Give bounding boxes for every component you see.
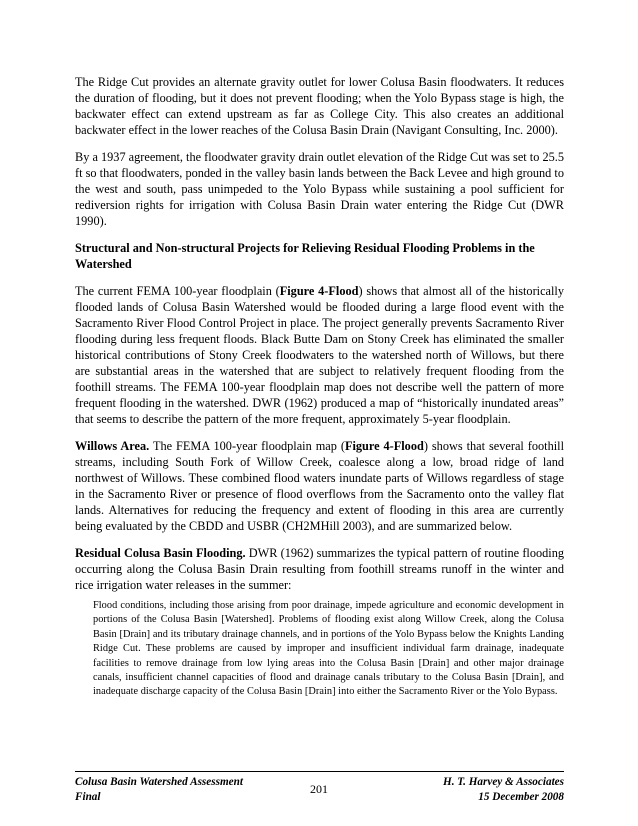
footer-right	[443, 775, 564, 805]
page-number: 201	[310, 782, 328, 796]
paragraph-ridge-cut: The Ridge Cut provides an alternate gravity outlet for lower Colusa Basin floodwaters. It reduces the duration of flooding, but it does not prevent flooding; when the Yolo Bypass stage is high, the backwater effect can extend upstream as far as College City. This also creates an additional backwater effect in the lower reaches of the Colusa Basin Drain (Navigant Consulting, Inc. 2000).	[75, 75, 564, 137]
section-heading: Structural and Non-structural Projects for Relieving Residual Flooding Problems in the Watershed	[75, 241, 535, 271]
body-text	[75, 74, 564, 700]
willows-text-start: The FEMA 100-year floodplain map (	[149, 439, 345, 453]
paragraph-residual-flooding	[75, 545, 564, 593]
footer-author: H. T. Harvey & Associates	[443, 776, 564, 788]
willows-area-heading: Willows Area.	[75, 439, 150, 453]
willows-text-rest: ) shows that several foothill streams, including South Fork of Willow Creek, coalesce along a low, broad ridge of land northwest of Willows. These combined flood waters inundate parts of Willows regardless of stage in the Sacramento River or presence of flood overflows from the Sacramento onto the valley flat lands. Alternatives for reducing the frequency and extent of flooding in this area are currently being evaluated by the CBDD and USBR (CH2MHill 2003), and are summarized below.	[75, 439, 565, 533]
residual-flooding-heading: Residual Colusa Basin Flooding.	[75, 546, 246, 560]
paragraph-fema-floodplain	[75, 283, 564, 427]
paragraph-willows-area	[75, 438, 564, 534]
figure-reference: Figure 4-Flood	[279, 284, 359, 298]
footer-divider	[75, 771, 564, 772]
footer-date: 15 December 2008	[478, 791, 564, 803]
residual-flooding-text: DWR (1962) summarizes the typical pattern of routine flooding occurring along the Colusa Basin Drain resulting from foothill streams runoff in the winter and rice irrigation water releases in the summer:	[75, 546, 564, 592]
figure-reference: Figure 4-Flood	[344, 439, 424, 453]
footer-document-title: Colusa Basin Watershed Assessment	[75, 776, 243, 788]
fema-text-start: The current FEMA 100-year floodplain (	[75, 284, 280, 298]
block-quote: Flood conditions, including those arising from poor drainage, impede agriculture and economic development in portions of the Colusa Basin [Watershed]. Problems of flooding exist along Willow Creek, along the Colusa Basin [Drain] and its tributary drainage channels, and in portions of the Yolo Bypass below the Knights Landing Ridge Cut. These problems are caused by improper and insufficient individual farm drainage, inadequate facilities to remove drainage from low lying areas into the Colusa Basin [Drain] and other major drainage canals, insufficient channel capacities of flood and drainage canals tributary to the Colusa Basin [Drain], and inadequate discharge capacity of the Colusa Basin [Drain] into either the Sacramento River or the Yolo Bypass.	[93, 600, 564, 698]
fema-text-rest: ) shows that almost all of the historically flooded lands of Colusa Basin Watershed would be flooded during a large flood event with the Sacramento River Flood Control Project in place. The project generally prevents Sacramento River flooding during less frequent floods. Black Butte Dam on Stony Creek has eliminated the smaller historical contributions of Stony Creek floodwaters to the watershed north of Willows, but there are substantial areas in the watershed that are subject to relatively frequent flooding from the foothill streams. The FEMA 100-year floodplain map does not describe well the pattern of more frequent flooding in the watershed. DWR (1962) produced a map of “historically inundated areas” that seems to describe the pattern of the more frequent, approximately 5-year floodplain.	[75, 284, 564, 426]
paragraph-1937-agreement: By a 1937 agreement, the floodwater gravity drain outlet elevation of the Ridge Cut was set to 25.5 ft so that floodwaters, ponded in the valley basin lands between the Back Levee and high ground to the west and south, pass unimpeded to the Yolo Bypass while sustaining a pool sufficient for rediversion rights for irrigation with Colusa Basin Drain water entering the Ridge Cut (DWR 1990).	[75, 150, 564, 228]
footer-document-status: Final	[75, 791, 101, 803]
